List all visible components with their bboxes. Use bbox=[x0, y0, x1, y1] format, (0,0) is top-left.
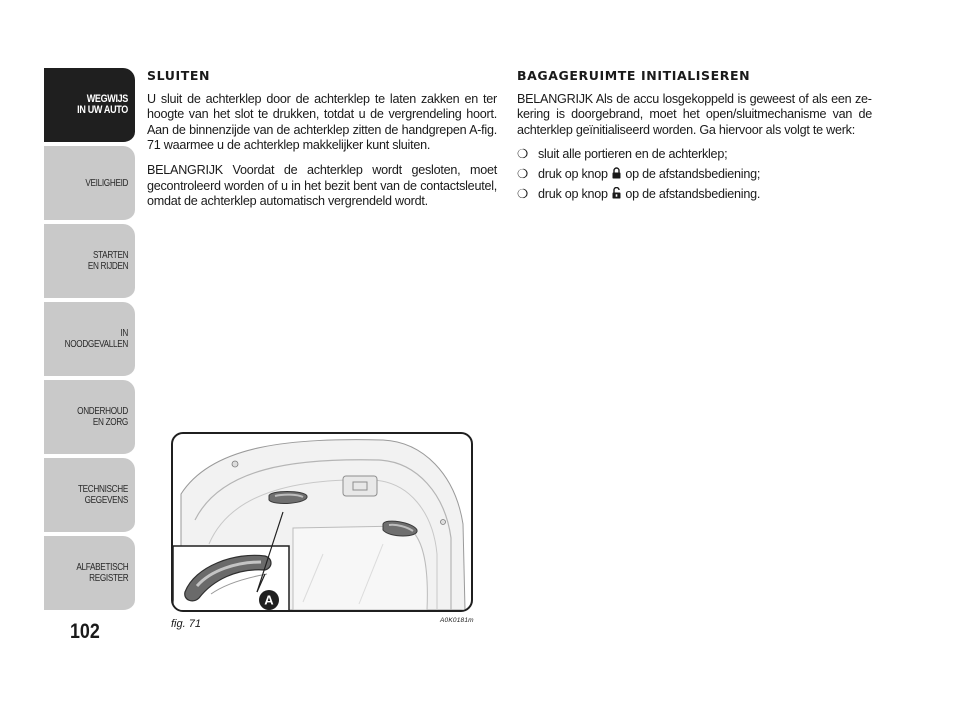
list-item bbox=[517, 167, 872, 183]
bullet-icon: ❍ bbox=[517, 186, 529, 201]
bullet-icon: ❍ bbox=[517, 166, 529, 181]
list-item bbox=[517, 147, 872, 163]
section-heading: SLUITEN bbox=[147, 68, 211, 83]
tab-label: TECHNISCHE GEGEVENS bbox=[77, 484, 128, 506]
tab-in-noodgevallen[interactable] bbox=[44, 302, 135, 378]
tab-wegwijs[interactable] bbox=[44, 68, 135, 144]
figure-caption: fig. 71 bbox=[171, 618, 201, 630]
callout-label: A bbox=[264, 592, 274, 608]
list-item-text: op de afstandsbediening; bbox=[625, 166, 761, 181]
lock-closed-icon bbox=[612, 167, 621, 179]
tab-label: IN NOODGEVALLEN bbox=[64, 328, 128, 350]
lock-open-icon bbox=[612, 187, 621, 199]
list-item-text: druk op knop bbox=[538, 186, 608, 201]
tab-label: ONDERHOUD EN ZORG bbox=[77, 406, 128, 428]
section-sluiten bbox=[147, 68, 497, 219]
tab-label: ALFABETISCH REGISTER bbox=[76, 562, 128, 584]
figure-tailgate-handles bbox=[171, 432, 473, 612]
tab-starten-en-rijden[interactable] bbox=[44, 224, 135, 300]
tab-label: WEGWIJS IN UW AUTO bbox=[77, 93, 128, 116]
section-bagageruimte-initialiseren bbox=[517, 68, 872, 206]
section-heading: BAGAGERUIMTE INITIALISEREN bbox=[517, 68, 751, 83]
list-item-text: druk op knop bbox=[538, 166, 608, 181]
bullet-icon: ❍ bbox=[517, 147, 529, 162]
paragraph: U sluit de achterklep door de achterklep te laten zakken en ter hoogte van het slot te drukken, totdat u de vergrendeling hoort. Aan de binnenzijde van de achterklep zitten de handgrepen A-fig. 71 waarmee u de achterklep makkelijker kunt sluiten. bbox=[147, 91, 497, 153]
important-note: BELANGRIJK Voordat de achterklep wordt gesloten, moet gecontroleerd worden of u in het bezit bent van de contactsleutel, omdat de achterklep automatisch vergrendeld wordt. bbox=[147, 162, 497, 209]
page-number: 102 bbox=[70, 620, 100, 643]
tab-veiligheid[interactable] bbox=[44, 146, 135, 222]
list-item-text: sluit alle portieren en de achterklep; bbox=[538, 147, 728, 162]
tab-label: VEILIGHEID bbox=[85, 177, 128, 189]
tab-technische-gegevens[interactable] bbox=[44, 458, 135, 534]
tailgate-illustration bbox=[173, 434, 471, 610]
tab-alfabetisch-register[interactable] bbox=[44, 536, 135, 612]
list-item-text: op de afstandsbediening. bbox=[625, 186, 761, 201]
figure-code: A0K0181m bbox=[440, 617, 474, 624]
list-item bbox=[517, 187, 872, 203]
instruction-list bbox=[517, 147, 872, 202]
tab-label: STARTEN EN RIJDEN bbox=[87, 250, 128, 272]
tab-onderhoud-en-zorg[interactable] bbox=[44, 380, 135, 456]
important-note: BELANGRIJK Als de accu losgekoppeld is geweest of als een zekering is doorgebrand, moet het open/sluitmechanisme van de achterklep geïnitialiseerd worden. Ga hiervoor als volgt te werk: bbox=[517, 91, 872, 137]
